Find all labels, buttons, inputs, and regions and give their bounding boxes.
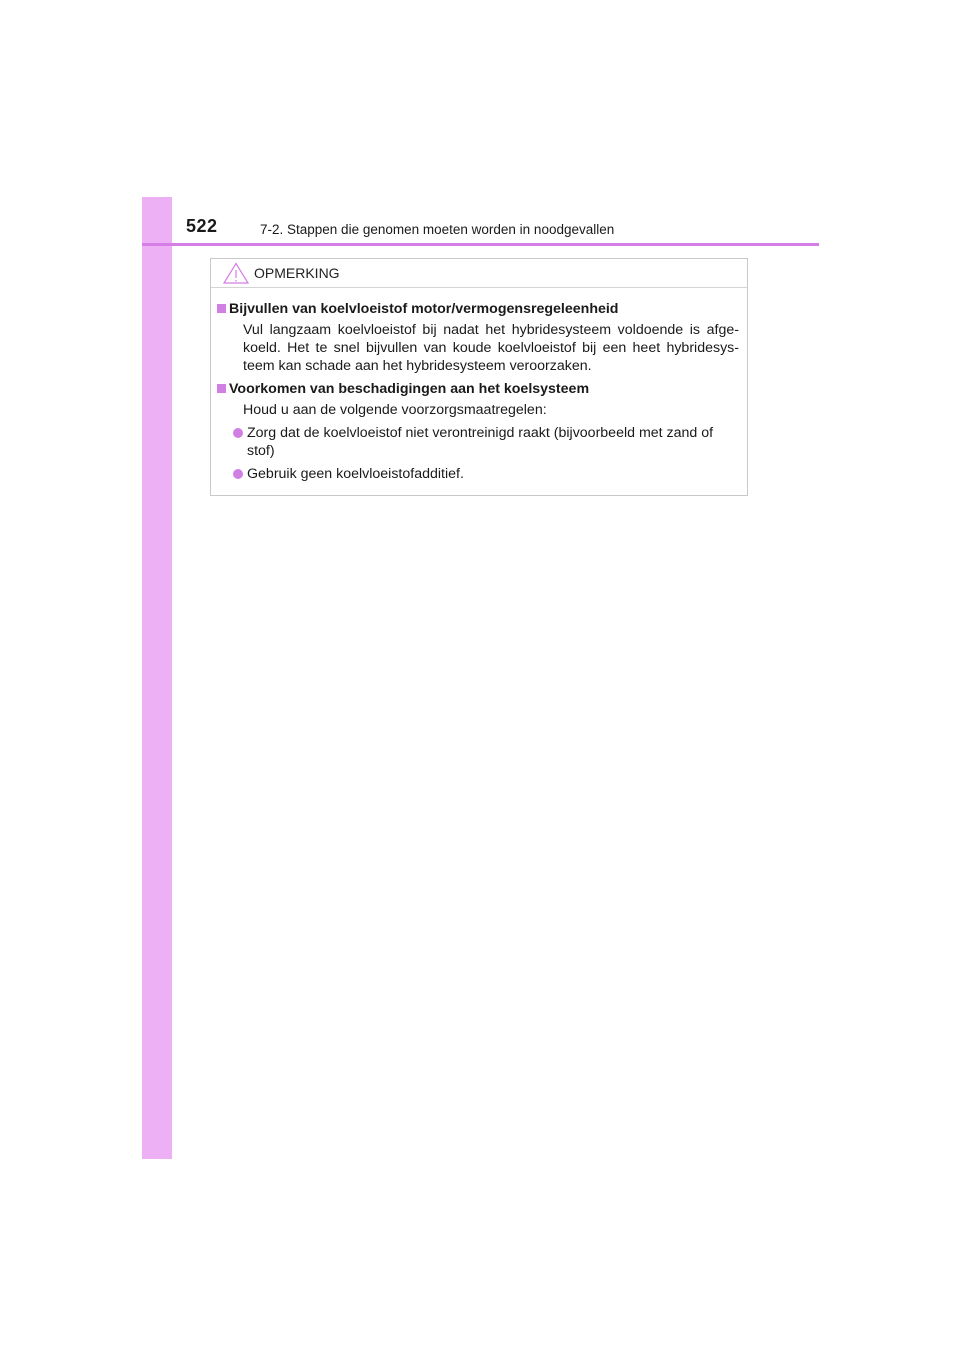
round-bullet-icon — [233, 428, 243, 438]
side-color-strip — [142, 197, 172, 1159]
item-heading-text: Bijvullen van koelvloeistof motor/vermogensregeleenheid — [229, 301, 619, 317]
notice-item — [217, 300, 739, 375]
item-heading — [217, 300, 739, 318]
item-heading — [217, 380, 739, 398]
round-bullet-icon — [233, 469, 243, 479]
sub-list-item — [217, 424, 739, 460]
square-bullet-icon — [217, 304, 226, 313]
notice-box — [210, 258, 748, 496]
item-text: Houd u aan de volgende voorzorgsmaatregelen: — [243, 402, 547, 418]
notice-header — [211, 259, 747, 288]
sub-list-text: Zorg dat de koelvloeistof niet verontreinigd raakt (bijvoorbeeld met zand of stof) — [247, 425, 714, 459]
section-title: 7-2. Stappen die genomen moeten worden in noodgevallen — [260, 222, 615, 237]
item-heading-text: Voorkomen van beschadigingen aan het koelsysteem — [229, 381, 590, 397]
sub-list-item — [217, 465, 739, 483]
sub-list-text: Gebruik geen koelvloeistofadditief. — [247, 466, 464, 482]
page-number: 522 — [186, 216, 218, 236]
square-bullet-icon — [217, 384, 226, 393]
header-rule — [142, 243, 819, 246]
notice-body — [211, 288, 747, 483]
warning-triangle-icon — [223, 262, 249, 284]
notice-title: OPMERKING — [254, 265, 340, 281]
notice-item — [217, 380, 739, 483]
item-text: Vul langzaam koelvloeistof bij nadat het hybridesysteem voldoende is afge- koeld. Het te snel bijvullen van koude koelvloeistof bij een heet hybridesys- teem kan schade aan het hybridesysteem veroorzaken. — [243, 322, 739, 374]
